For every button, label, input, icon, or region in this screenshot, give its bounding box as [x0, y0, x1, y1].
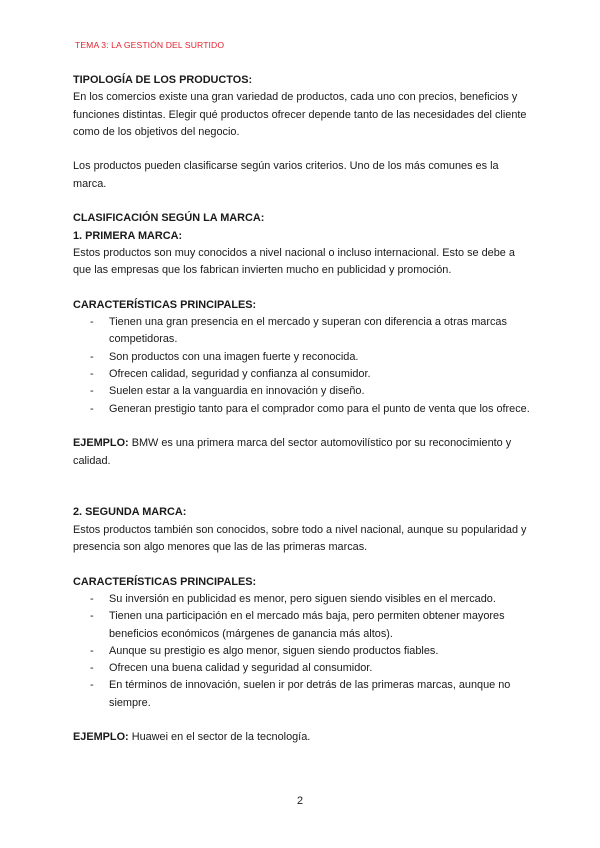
subheading-segunda-marca: 2. SEGUNDA MARCA: [73, 506, 187, 519]
paragraph-segunda-marca: Estos productos también son conocidos, sobre todo a nivel nacional, aunque su popularidad y presencia son algo menores que las de las primeras marcas. [73, 523, 527, 554]
list-item: - Suelen estar a la vanguardia en innovación y diseño. [73, 383, 533, 400]
section-heading-clasificacion: CLASIFICACIÓN SEGÚN LA MARCA: [73, 212, 265, 225]
features-heading-segunda: CARACTERÍSTICAS PRINCIPALES: [73, 575, 257, 588]
example-segunda [73, 729, 533, 746]
features-heading-primera: CARACTERÍSTICAS PRINCIPALES: [73, 298, 257, 311]
section-heading-tipologia: TIPOLOGÍA DE LOS PRODUCTOS: [73, 74, 253, 86]
list-item: - Su inversión en publicidad es menor, pero siguen siendo visibles en el mercado. [73, 591, 533, 608]
features-list-segunda [73, 591, 533, 712]
list-item: - Ofrecen una buena calidad y seguridad al consumidor. [73, 660, 533, 677]
list-item: - Aunque su prestigio es algo menor, siguen siendo productos fiables. [73, 643, 533, 660]
list-item: - Generan prestigio tanto para el comprador como para el punto de venta que los ofrece. [73, 401, 533, 418]
list-item: - Ofrecen calidad, seguridad y confianza al consumidor. [73, 366, 533, 383]
paragraph-intro: En los comercios existe una gran variedad de productos, cada uno con precios, beneficios y funciones distintas. Elegir qué productos ofrecer depende tanto de las necesidades del cliente como de los objetivos del negocio. [73, 91, 527, 138]
list-item: - Tienen una gran presencia en el mercado y superan con diferencia a otras marcas competidoras. [73, 314, 533, 349]
list-item: - En términos de innovación, suelen ir por detrás de las primeras marcas, aunque no siempre. [73, 677, 533, 712]
paragraph-criteria: Los productos pueden clasificarse según varios criterios. Uno de los más comunes es la marca. [73, 160, 499, 190]
example-text: Huawei en el sector de la tecnología. [128, 731, 311, 744]
example-label: EJEMPLO: [73, 731, 129, 744]
example-primera [73, 435, 533, 470]
example-text: BMW es una primera marca del sector automovilístico por su reconocimiento y calidad. [73, 437, 512, 467]
page-number: 2 [296, 795, 304, 807]
subheading-primera-marca: 1. PRIMERA MARCA: [73, 229, 183, 242]
page-header-title: TEMA 3: LA GESTIÓN DEL SURTIDO [75, 40, 225, 50]
example-label: EJEMPLO: [73, 437, 129, 450]
list-item: - Tienen una participación en el mercado más baja, pero permiten obtener mayores beneficios económicos (márgenes de ganancia más altos). [73, 608, 533, 643]
document-body [73, 72, 533, 747]
paragraph-primera-marca: Estos productos son muy conocidos a nivel nacional o incluso internacional. Esto se debe a que las empresas que los fabrican invierten mucho en publicidad y promoción. [73, 246, 515, 277]
features-list-primera [73, 314, 533, 418]
list-item: - Son productos con una imagen fuerte y reconocida. [73, 349, 533, 366]
